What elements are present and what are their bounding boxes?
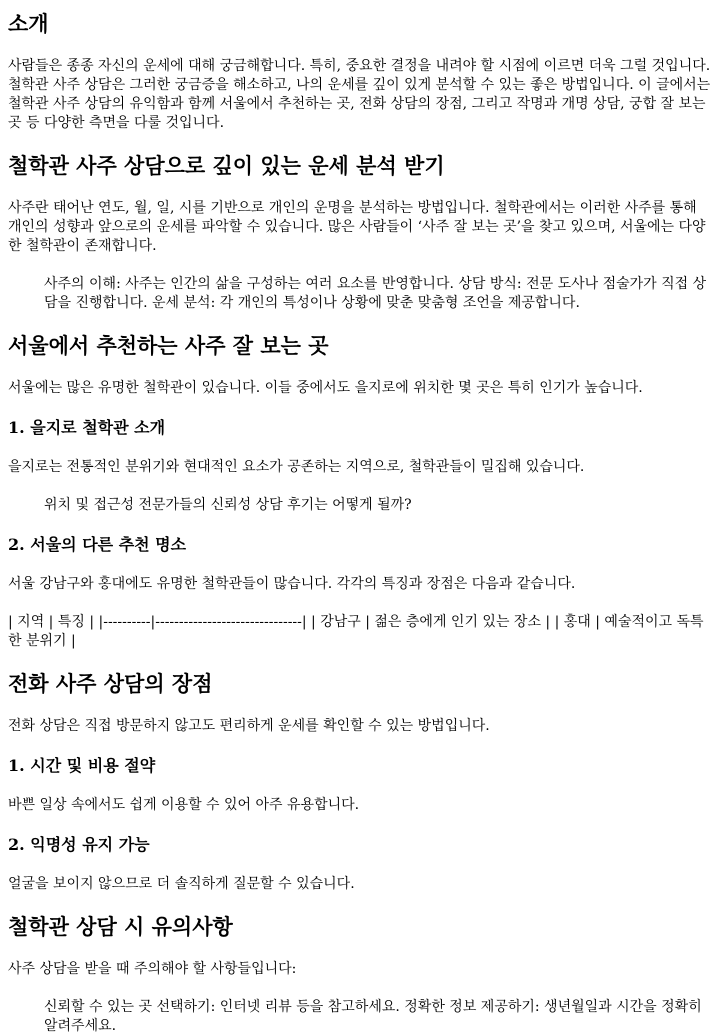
article [0, 10, 720, 1036]
other-places-paragraph: 서울 강남구와 홍대에도 유명한 철학관들이 많습니다. 각각의 특징과 장점은 다음과 같습니다. [8, 576, 576, 592]
section-heading-seoul-recommend: 서울에서 추천하는 사주 잘 보는 곳 [8, 334, 329, 358]
euljiro-paragraph: 을지로는 전통적인 분위기와 현대적인 요소가 공존하는 지역으로, 철학관들이 밀집해 있습니다. [8, 459, 585, 475]
anonymity-paragraph: 얼굴을 보이지 않으므로 더 솔직하게 질문할 수 있습니다. [8, 876, 355, 892]
euljiro-blockquote: 위치 및 접근성 전문가들의 신뢰성 상담 후기는 어떻게 될까? [44, 497, 412, 513]
section-heading-saju-analysis: 철학관 사주 상담으로 깊이 있는 운세 분석 받기 [8, 154, 445, 178]
subheading-time-cost: 1. 시간 및 비용 절약 [8, 756, 156, 775]
saju-paragraph: 사주란 태어난 연도, 월, 일, 시를 기반으로 개인의 운명을 분석하는 방법입니다. 철학관에서는 이러한 사주를 통해 개인의 성향과 앞으로의 운세를 파악할 수 있습니다. 많은 사람들이 ‘사주 잘 보는 곳’을 찾고 있으며, 서울에는 다양한 철학관이 존재합니다. [8, 200, 706, 254]
subheading-other-places: 2. 서울의 다른 추천 명소 [8, 535, 187, 554]
seoul-paragraph: 서울에는 많은 유명한 철학관이 있습니다. 이들 중에서도 을지로에 위치한 몇 곳은 특히 인기가 높습니다. [8, 380, 643, 396]
phone-paragraph: 전화 상담은 직접 방문하지 않고도 편리하게 운세를 확인할 수 있는 방법입니다. [8, 718, 490, 734]
raw-markdown-table: | 지역 | 특징 | |----------|-------------------------------| | 강남구 | 젊은 층에게 인기 있는 장소 | | 홍대 | 예술적이고 독특한 분위기 | [8, 614, 704, 649]
cautions-paragraph: 사주 상담을 받을 때 주의해야 할 사항들입니다: [8, 961, 297, 977]
subheading-euljiro: 1. 을지로 철학관 소개 [8, 418, 166, 437]
section-heading-intro: 소개 [8, 12, 49, 36]
section-heading-phone-consult: 전화 사주 상담의 장점 [8, 672, 213, 696]
time-cost-paragraph: 바쁜 일상 속에서도 쉽게 이용할 수 있어 아주 유용합니다. [8, 797, 360, 813]
intro-paragraph: 사람들은 종종 자신의 운세에 대해 궁금해합니다. 특히, 중요한 결정을 내려야 할 시점에 이르면 더욱 그럴 것입니다. 철학관 사주 상담은 그러한 궁금증을 해소하고, 나의 운세를 깊이 있게 분석할 수 있는 좋은 방법입니다. 이 글에서는 철학관 사주 상담의 유익함과 함께 서울에서 추천하는 곳, 전화 상담의 장점, 그리고 작명과 개명 상담, 궁합 잘 보는 곳 등 다양한 측면을 다룰 것입니다. [8, 58, 711, 131]
section-heading-cautions: 철학관 상담 시 유의사항 [8, 915, 233, 939]
subheading-anonymity: 2. 익명성 유지 가능 [8, 835, 150, 854]
saju-blockquote: 사주의 이해: 사주는 인간의 삶을 구성하는 여러 요소를 반영합니다. 상담 방식: 전문 도사나 점술가가 직접 상담을 진행합니다. 운세 분석: 각 개인의 특성이나 상황에 맞춘 맞춤형 조언을 제공합니다. [44, 276, 707, 311]
cautions-blockquote: 신뢰할 수 있는 곳 선택하기: 인터넷 리뷰 등을 참고하세요. 정확한 정보 제공하기: 생년월일과 시간을 정확히 알려주세요. [44, 999, 702, 1034]
